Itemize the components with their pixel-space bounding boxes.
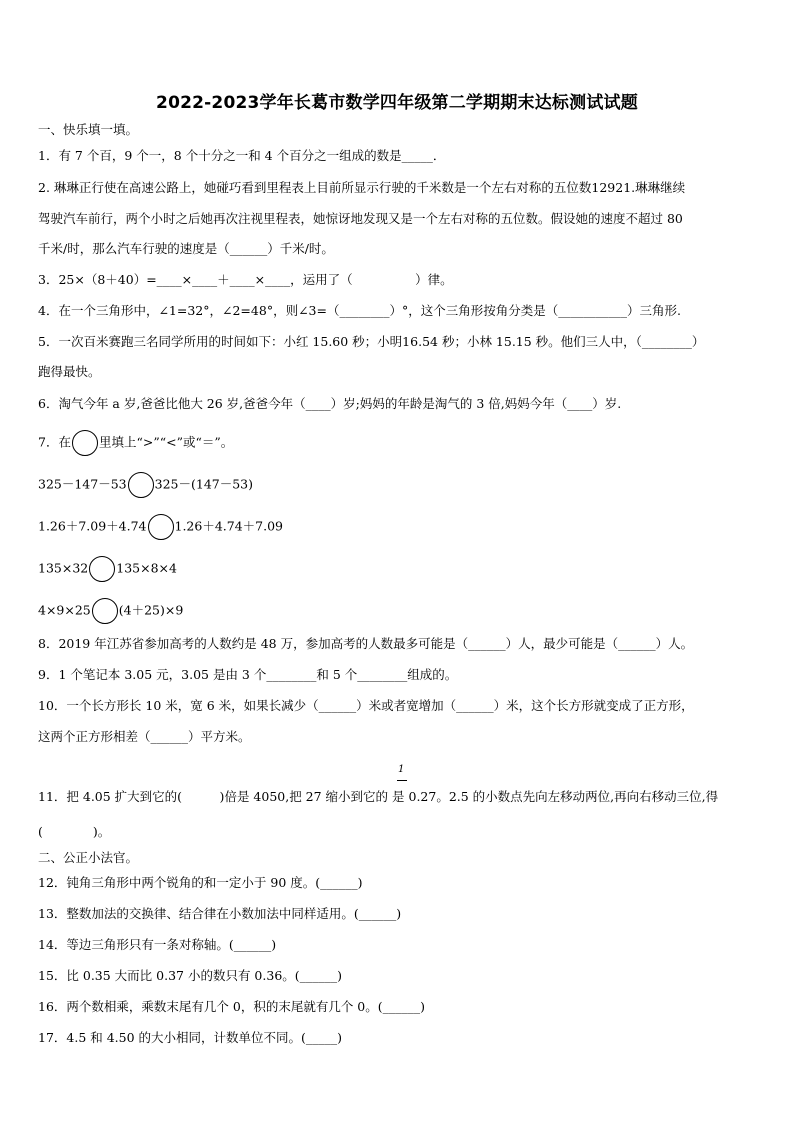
section-heading-fill-in: 一、快乐填一填。	[38, 122, 139, 137]
section-heading-judge: 二、公正小法官。	[38, 850, 139, 865]
compare-row-b	[38, 514, 758, 540]
question-12: 12．钝角三角形中两个锐角的和一定小于 90 度。(______)	[38, 875, 363, 890]
compare-d-left: 4×9×25	[38, 602, 91, 618]
question-2-line-2: 驾驶汽车前行，两个小时之后她再次注视里程表，她惊讶地发现又是一个左右对称的五位数。假设她的速度不超过 80	[38, 211, 683, 226]
question-7-suffix: 里填上“>”“<”或“＝”。	[98, 434, 234, 450]
compare-row-a	[38, 472, 758, 498]
question-15: 15．比 0.35 大而比 0.37 小的数只有 0.36。(______)	[38, 968, 343, 983]
question-9: 9．1 个笔记本 3.05 元，3.05 是由 3 个________和 5 个________组成的。	[38, 667, 458, 682]
compare-row-d	[38, 598, 758, 624]
question-14: 14．等边三角形只有一条对称轴。(______)	[38, 937, 277, 952]
question-5-line-2: 跑得最快。	[38, 364, 101, 379]
answer-circle[interactable]	[72, 430, 98, 456]
question-17: 17．4.5 和 4.50 的大小相同，计数单位不同。(_____)	[38, 1030, 343, 1045]
question-2-line-1: 2. 琳琳正行使在高速公路上，她碰巧看到里程表上目前所显示行驶的千米数是一个左右对称的五位数12921.琳琳继续	[38, 180, 686, 195]
compare-b-right: 1.26＋4.74＋7.09	[174, 518, 283, 534]
compare-c-right: 135×8×4	[116, 560, 177, 576]
question-1: 1．有 7 个百，9 个一，8 个十分之一和 4 个百分之一组成的数是_____．	[38, 148, 446, 163]
question-13: 13．整数加法的交换律、结合律在小数加法中同样适用。(______)	[38, 906, 402, 921]
question-3: 3．25×（8＋40）=____×____＋____×____，运用了（ ）律。	[38, 272, 453, 287]
compare-b-circle[interactable]	[148, 514, 174, 540]
question-7-prefix: 7．在	[38, 434, 71, 450]
page-title: 2022-2023学年长葛市数学四年级第二学期期末达标测试试题	[156, 93, 638, 113]
question-11-line-1: 11．把 4.05 扩大到它的( )倍是 4050,把 27 缩小到它的 是 0.27。2.5 的小数点先向左移动两位,再向右移动三位,得	[38, 789, 719, 804]
question-5-line-1: 5．一次百米赛跑三名同学所用的时间如下：小红 15.60 秒；小明16.54 秒；小林 15.15 秒。他们三人中，（________）	[38, 334, 705, 349]
compare-a-circle[interactable]	[128, 472, 154, 498]
question-10-line-2: 这两个正方形相差（______）平方米。	[38, 729, 251, 744]
compare-c-circle[interactable]	[89, 556, 115, 582]
question-8: 8．2019 年江苏省参加高考的人数约是 48 万，参加高考的人数最多可能是（______）人，最少可能是（______）人。	[38, 636, 694, 651]
compare-a-right: 325－(147－53)	[154, 476, 254, 492]
compare-b-left: 1.26＋7.09＋4.74	[38, 518, 147, 534]
question-11-line-2: ( )。	[38, 824, 111, 839]
compare-a-left: 325－147－53	[38, 476, 127, 492]
question-16: 16．两个数相乘，乘数末尾有几个 0，积的末尾就有几个 0。(______)	[38, 999, 426, 1014]
compare-d-right: (4＋25)×9	[118, 602, 184, 618]
compare-d-circle[interactable]	[92, 598, 118, 624]
question-6: 6．淘气今年 a 岁,爸爸比他大 26 岁,爸爸今年（____）岁;妈妈的年龄是淘气的 3 倍,妈妈今年（____）岁.	[38, 396, 622, 411]
fraction-bar	[397, 780, 407, 781]
question-2-line-3: 千米/时，那么汽车行驶的速度是（______）千米/时。	[38, 241, 334, 256]
fraction-numerator: 1	[398, 764, 405, 775]
question-7	[38, 430, 758, 456]
question-10-line-1: 10．一个长方形长 10 米，宽 6 米，如果长减少（______）米或者宽增加（______）米，这个长方形就变成了正方形，	[38, 698, 694, 713]
compare-c-left: 135×32	[38, 560, 89, 576]
question-4: 4．在一个三角形中，∠1=32°，∠2=48°，则∠3=（________）°，这个三角形按角分类是（___________）三角形.	[38, 303, 681, 318]
compare-row-c	[38, 556, 758, 582]
